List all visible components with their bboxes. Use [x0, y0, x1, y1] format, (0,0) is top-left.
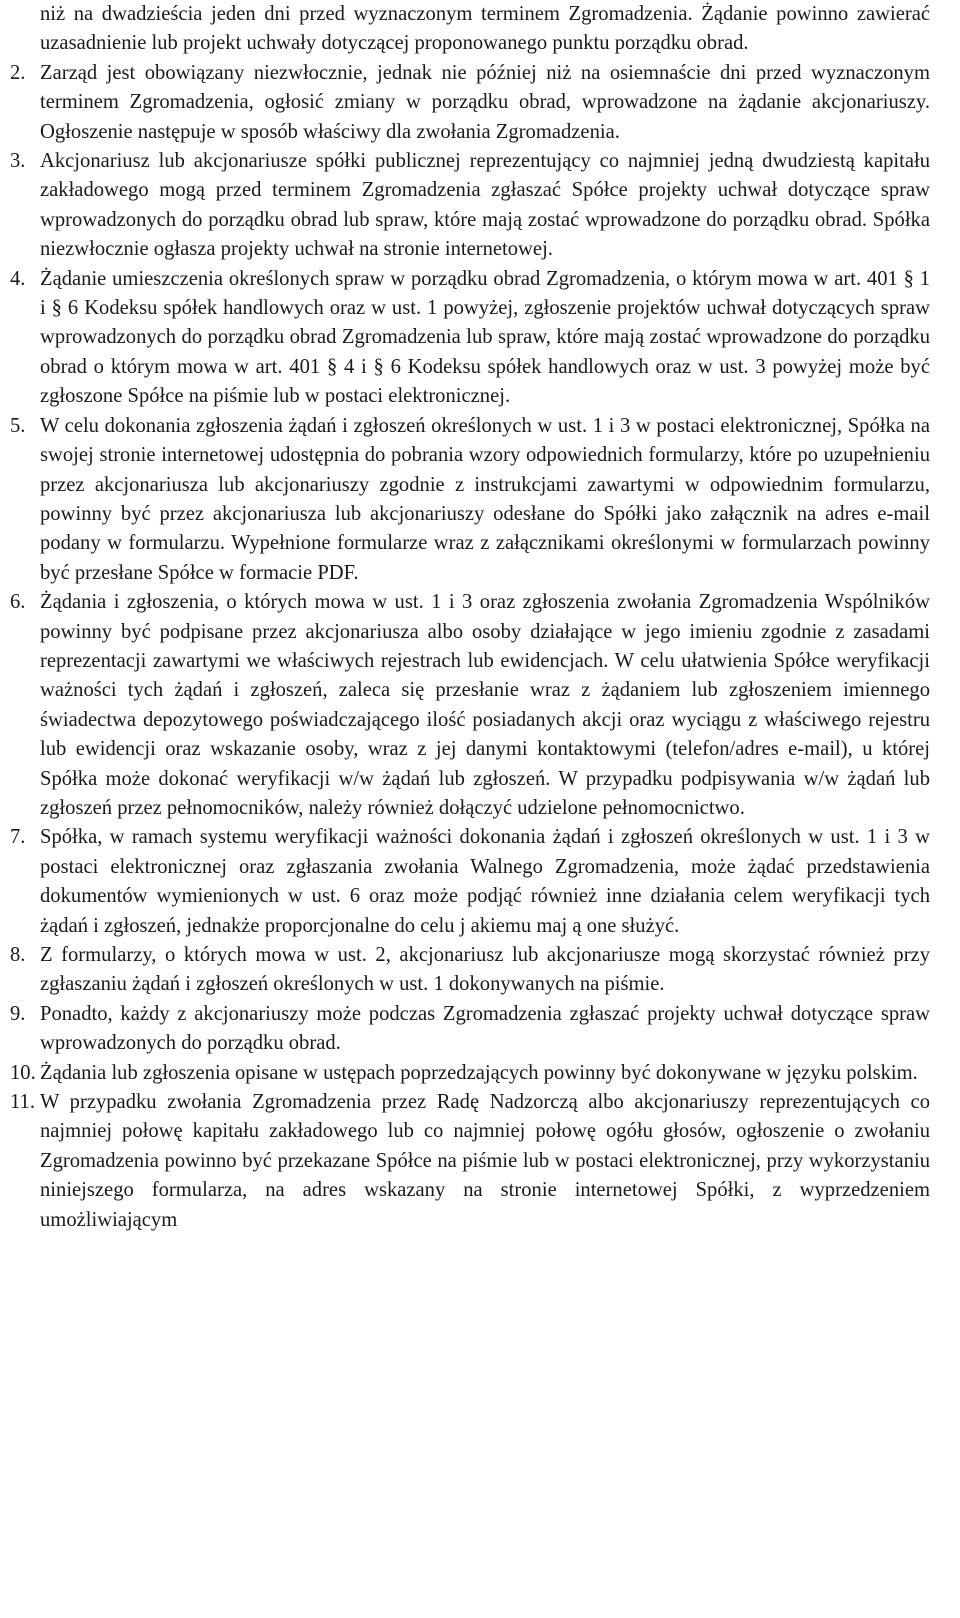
paragraph-number: 3.: [10, 150, 26, 173]
paragraph-text: Żądania i zgłoszenia, o których mowa w ust. 1 i 3 oraz zgłoszenia zwołania Zgromadzenia Wspólników powinny być podpisane przez akcjonariusza albo osoby działające w jego imieniu zgodnie z zasadami reprezentacji zawartymi we właściwych rejestrach lub ewidencjach. W celu ułatwienia Spółce weryfikacji ważności tych żądań i zgłoszeń, zaleca się przesłanie wraz z żądaniem lub zgłoszeniem imiennego świadectwa depozytowego poświadczającego ilość posiadanych akcji oraz wyciągu z właściwego rejestru lub ewidencji oraz wskazanie osoby, wraz z jej danymi kontaktowymi (telefon/adres e-mail), u której Spółka może dokonać weryfikacji w/w żądań lub zgłoszeń. W przypadku podpisywania w/w żądań lub zgłoszeń przez pełnomocników, należy również dołączyć udzielone pełnomocnictwo.: [40, 591, 930, 819]
paragraph-number: 10.: [10, 1061, 36, 1084]
numbered-paragraph-5: [10, 412, 930, 588]
paragraph-text: Akcjonariusz lub akcjonariusze spółki publicznej reprezentujący co najmniej jedną dwudziestą kapitału zakładowego mogą przed terminem Zgromadzenia zgłaszać Spółce projekty uchwał dotyczące spraw wprowadzonych do porządku obrad lub spraw, które mają zostać wprowadzone do porządku obrad. Spółka niezwłocznie ogłasza projekty uchwał na stronie internetowej.: [40, 150, 930, 261]
numbered-paragraph-2: [10, 59, 930, 147]
document-page: [10, 0, 930, 1235]
paragraph-number: 2.: [10, 61, 26, 84]
paragraph-number: 5.: [10, 414, 26, 437]
paragraph-number: 8.: [10, 944, 26, 966]
paragraph-continuation: niż na dwadzieścia jeden dni przed wyznaczonym terminem Zgromadzenia. Żądanie powinno zawierać uzasadnienie lub projekt uchwały dotyczącej proponowanego punktu porządku obrad.: [40, 3, 930, 55]
paragraph-number: 6.: [10, 591, 26, 614]
numbered-paragraph-8: [10, 941, 930, 1000]
paragraph-number: 9.: [10, 1002, 26, 1025]
numbered-paragraph-11: [10, 1088, 930, 1235]
paragraph-number: 4.: [10, 267, 26, 290]
paragraph-number: 11.: [10, 1091, 35, 1114]
numbered-paragraph-7: [10, 823, 930, 941]
paragraph-text: Zarząd jest obowiązany niezwłocznie, jednak nie później niż na osiemnaście dni przed wyznaczonym terminem Zgromadzenia, ogłosić zmiany w porządku obrad, wprowadzone na żądanie akcjonariuszy. Ogłoszenie następuje w sposób właściwy dla zwołania Zgromadzenia.: [40, 61, 930, 143]
numbered-paragraph-4: [10, 265, 930, 412]
paragraph-text: Żądania lub zgłoszenia opisane w ustępach poprzedzających powinny być dokonywane w języku polskim.: [40, 1061, 918, 1084]
paragraph-text: Ponadto, każdy z akcjonariuszy może podczas Zgromadzenia zgłaszać projekty uchwał dotyczące spraw wprowadzonych do porządku obrad.: [40, 1002, 930, 1055]
paragraph-text: Żądanie umieszczenia określonych spraw w porządku obrad Zgromadzenia, o którym mowa w art. 401 § 1 i § 6 Kodeksu spółek handlowych oraz w ust. 1 powyżej, zgłoszenie projektów uchwał dotyczących spraw wprowadzonych do porządku obrad Zgromadzenia lub spraw, które mają zostać wprowadzone do porządku obrad o którym mowa w art. 401 § 4 i § 6 Kodeksu spółek handlowych oraz w ust. 3 powyżej może być zgłoszone Spółce na piśmie lub w postaci elektronicznej.: [40, 267, 930, 408]
paragraph-text: Spółka, w ramach systemu weryfikacji ważności dokonania żądań i zgłoszeń określonych w ust. 1 i 3 w postaci elektronicznej oraz zgłaszania zwołania Walnego Zgromadzenia, może żądać przedstawienia dokumentów wymienionych w ust. 6 oraz może podjąć również inne działania celem weryfikacji tych żądań i zgłoszeń, jednakże proporcjonalne do celu j akiemu maj ą one służyć.: [40, 826, 930, 937]
numbered-paragraph-10: [10, 1059, 930, 1088]
paragraph-text: W celu dokonania zgłoszenia żądań i zgłoszeń określonych w ust. 1 i 3 w postaci elektronicznej, Spółka na swojej stronie internetowej udostępnia do pobrania wzory odpowiednich formularzy, które po uzupełnieniu przez akcjonariusza lub akcjonariuszy zgodnie z instrukcjami zawartymi w odpowiednim formularzu, powinny być przez akcjonariusza lub akcjonariuszy odesłane do Spółki jako załącznik na adres e-mail podany w formularzu. Wypełnione formularze wraz z załącznikami określonymi w formularzach powinny być przesłane Spółce w formacie PDF.: [40, 414, 930, 584]
paragraph-text: W przypadku zwołania Zgromadzenia przez Radę Nadzorczą albo akcjonariuszy reprezentujących co najmniej połowę kapitału zakładowego lub co najmniej połowę ogółu głosów, ogłoszenie o zwołaniu Zgromadzenia powinno być przekazane Spółce na piśmie lub w postaci elektronicznej, przy wykorzystaniu niniejszego formularza, na adres wskazany na stronie internetowej Spółki, z wyprzedzeniem umożliwiającym: [40, 1091, 930, 1231]
paragraph-number: 7.: [10, 826, 26, 849]
paragraph-text: Z formularzy, o których mowa w ust. 2, akcjonariusz lub akcjonariusze mogą skorzystać również przy zgłaszaniu żądań i zgłoszeń określonych w ust. 1 dokonywanych na piśmie.: [40, 944, 930, 996]
numbered-paragraph-9: [10, 1000, 930, 1059]
numbered-paragraph-6: [10, 588, 930, 823]
numbered-paragraph-3: [10, 147, 930, 265]
